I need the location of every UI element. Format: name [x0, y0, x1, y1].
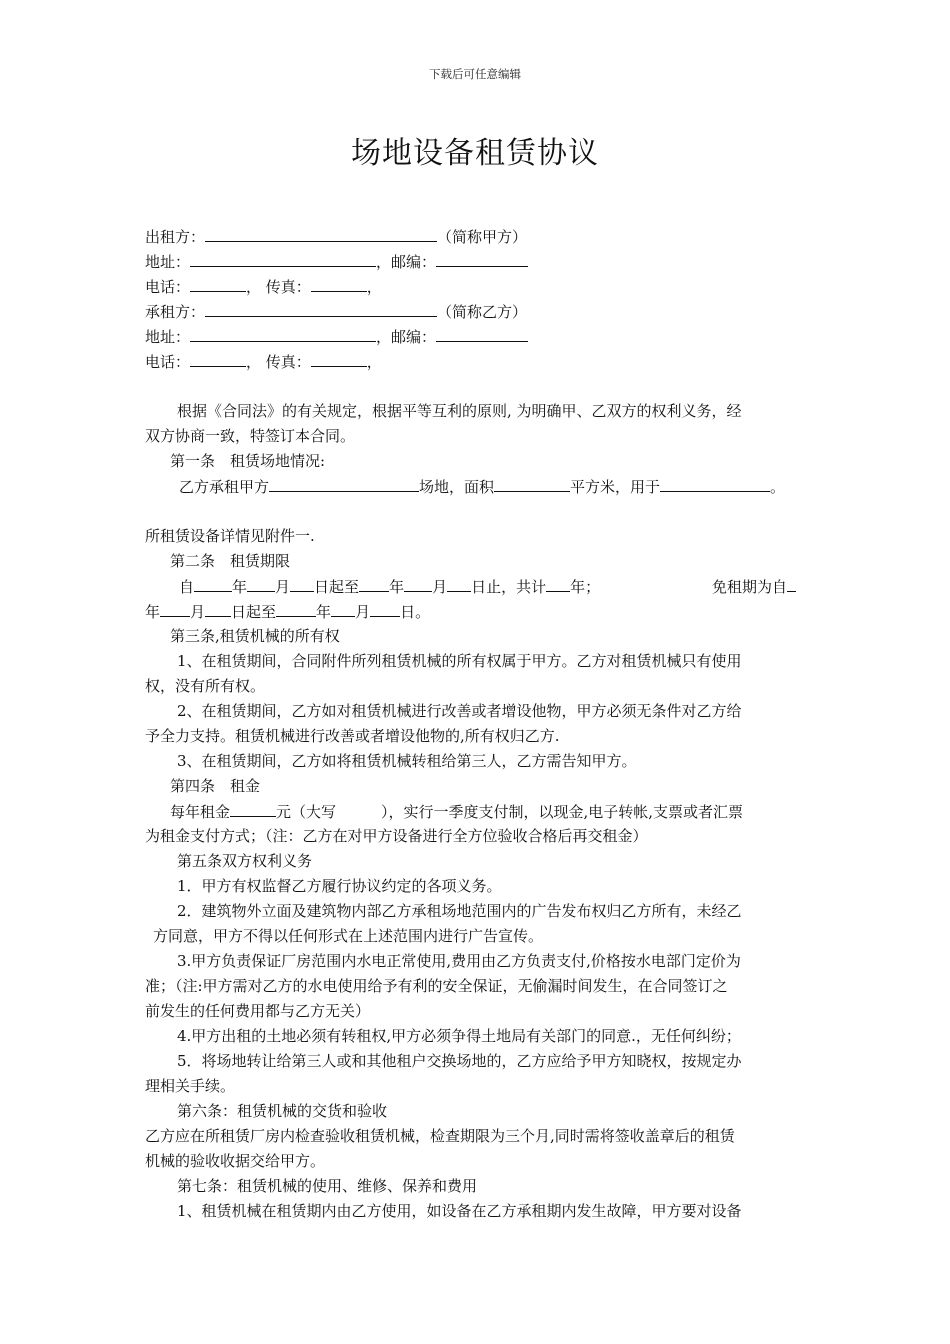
- article-4-title: 第四条 租金: [170, 777, 261, 795]
- article-5-item-3-cont: 准；（注:甲方需对乙方的水电使用给予有利的安全保证，无偷漏时间发生，在合同签订之: [145, 977, 728, 995]
- article-2-title: 第二条 租赁期限: [170, 552, 291, 570]
- lessor-address-line: 地址： ，邮编：: [145, 252, 528, 271]
- article-1-line: 乙方承租甲方 场地，面积 平方米，用于 。: [179, 478, 786, 496]
- article-3-item-2: 2、在租赁期间，乙方如对租赁机械进行改善或者增设他物，甲方必须无条件对乙方给: [177, 702, 742, 720]
- blank-field: [190, 352, 246, 367]
- intro-paragraph: 根据《合同法》的有关规定，根据平等互利的原则, 为明确甲、乙双方的权利义务，经: [177, 402, 742, 420]
- article-7-item-1: 1、租赁机械在租赁期内由乙方使用，如设备在乙方承租期内发生故障，甲方要对设备: [177, 1202, 742, 1220]
- blank-field: [230, 802, 276, 817]
- header-note: 下载后可任意编辑: [429, 67, 521, 81]
- article-3-title: 第三条,租赁机械的所有权: [170, 627, 340, 645]
- article-5-title: 第五条双方权利义务: [177, 852, 313, 870]
- article-5-item-5-cont: 理相关手续。: [145, 1077, 236, 1095]
- article-3-item-3: 3、在租赁期间，乙方如将租赁机械转租给第三人，乙方需告知甲方。: [177, 752, 637, 770]
- article-4-line-1: 每年租金 元（大写 ），实行一季度支付制，以现金,电子转帐,支票或者汇票: [170, 803, 744, 821]
- article-2-line-2: 年 月 日起至 年 月 日。: [145, 603, 431, 621]
- blank-field: [311, 352, 367, 367]
- lessee-phone-line: 电话： ， 传真： ，: [145, 353, 382, 371]
- article-7-title: 第七条：租赁机械的使用、维修、保养和费用: [177, 1177, 478, 1195]
- lessor-line: 出租方： （简称甲方）: [145, 228, 528, 246]
- blank-field: [494, 477, 570, 492]
- article-3-item-1: 1、在租赁期间，合同附件所列租赁机械的所有权属于甲方。乙方对租赁机械只有使用: [177, 652, 742, 670]
- article-3-item-1-cont: 权，没有所有权。: [145, 677, 266, 695]
- lessee-address-line: 地址： ，邮编：: [145, 327, 528, 346]
- blank-field: [436, 327, 528, 342]
- article-5-item-3-cont2: 前发生的任何费用都与乙方无关）: [145, 1002, 371, 1020]
- intro-paragraph-cont: 双方协商一致，特签订本合同。: [145, 427, 356, 445]
- lessor-phone-line: 电话： ， 传真： ，: [145, 278, 382, 296]
- article-3-item-2-cont: 予全力支持。租赁机械进行改善或者增设他物的,所有权归乙方.: [145, 727, 560, 745]
- blank-field: [205, 227, 437, 242]
- lessee-line: 承租方： （简称乙方）: [145, 303, 528, 321]
- blank-field: [190, 277, 246, 292]
- blank-field: [660, 477, 770, 492]
- document-title: 场地设备租赁协议: [351, 136, 599, 171]
- attachment-note: 所租赁设备详情见附件一.: [145, 527, 315, 545]
- article-4-line-2: 为租金支付方式；（注：乙方在对甲方设备进行全方位验收合格后再交租金）: [145, 827, 648, 845]
- article-6-line-1: 乙方应在所租赁厂房内检查验收租赁机械，检查期限为三个月,同时需将签收盖章后的租赁: [145, 1127, 735, 1145]
- article-6-title: 第六条：租赁机械的交货和验收: [177, 1102, 388, 1120]
- article-5-item-2: 2．建筑物外立面及建筑物内部乙方承租场地范围内的广告发布权归乙方所有，未经乙: [177, 902, 742, 920]
- blank-field: [436, 252, 528, 267]
- article-5-item-4: 4.甲方出租的土地必须有转租权,甲方必须争得土地局有关部门的同意.，无任何纠纷；: [177, 1027, 741, 1045]
- article-5-item-1: 1．甲方有权监督乙方履行协议约定的各项义务。: [177, 877, 502, 895]
- article-1-title: 第一条 租赁场地情况:: [170, 452, 326, 470]
- article-5-item-2-cont: 方同意，甲方不得以任何形式在上述范围内进行广告宣传。: [153, 927, 544, 945]
- article-2-free-period: 免租期为自: [712, 577, 796, 596]
- blank-field: [190, 327, 376, 342]
- blank-field: [190, 252, 376, 267]
- article-2-line-1: 自 年 月 日起至 年 月 日止，共计 年；: [179, 578, 601, 596]
- article-5-item-3: 3.甲方负责保证厂房范围内水电正常使用,费用由乙方负责支付,价格按水电部门定价为: [177, 952, 741, 970]
- blank-field: [269, 477, 419, 492]
- article-6-line-2: 机械的验收收据交给甲方。: [145, 1152, 326, 1170]
- blank-field: [205, 302, 437, 317]
- blank-field: [311, 277, 367, 292]
- article-5-item-5: 5．将场地转让给第三人或和其他租户交换场地的，乙方应给予甲方知晓权，按规定办: [177, 1052, 742, 1070]
